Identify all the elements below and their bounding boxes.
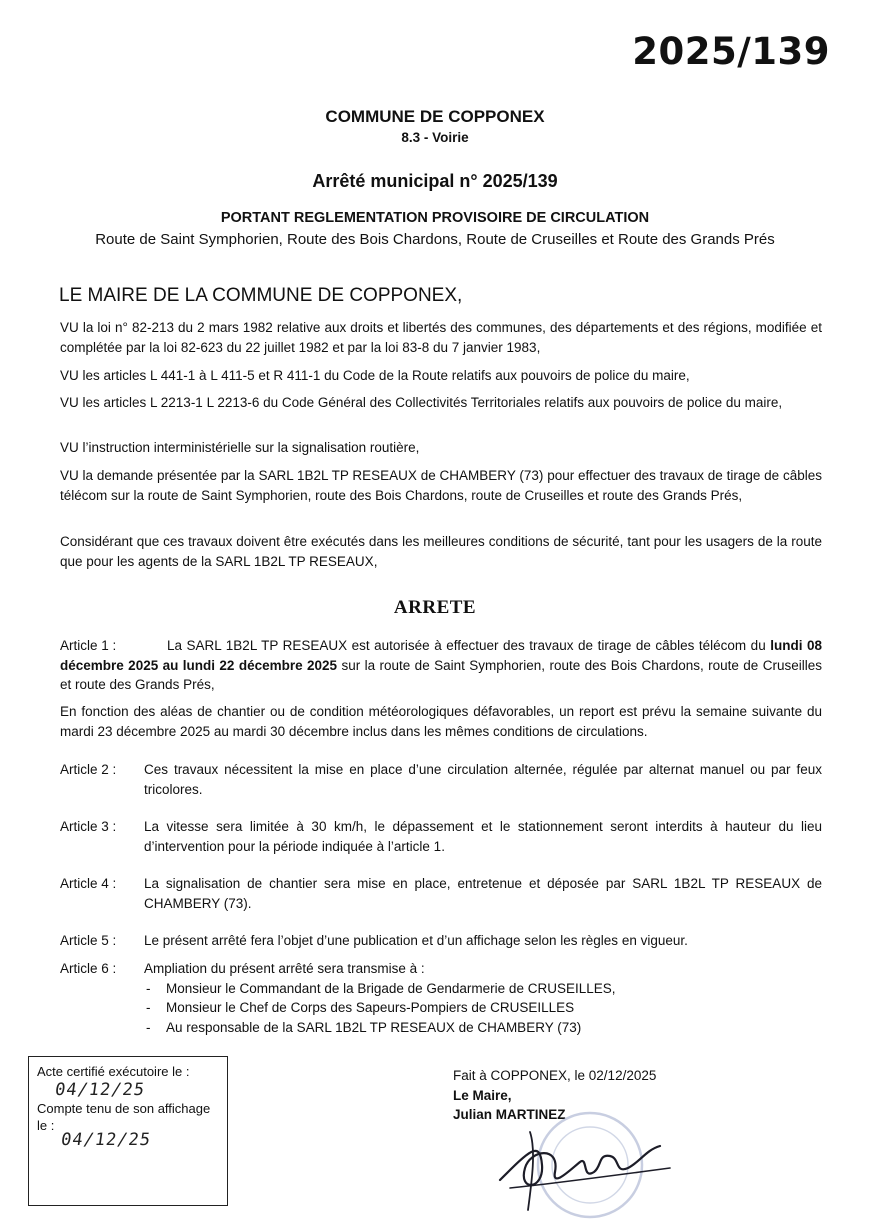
signature-graphic: [470, 1110, 690, 1225]
seal-and-signature: [470, 1110, 690, 1230]
article-1: [60, 636, 822, 695]
list-item: - Monsieur le Commandant de la Brigade de Gendarmerie de CRUSEILLES,: [144, 979, 822, 999]
article-1-text-a: La SARL 1B2L TP RESEAUX est autorisée à effectuer des travaux de tirage de câbles télécom du: [167, 638, 766, 653]
arrete-title: Arrêté municipal n° 2025/139: [312, 171, 558, 191]
document-number: 2025/139: [632, 30, 830, 73]
article-2-label: Article 2 :: [60, 762, 117, 777]
affichage-date: 04/12/25: [59, 1130, 153, 1150]
article-1-label: Article 1 :: [60, 638, 117, 653]
certification-box: [28, 1056, 228, 1206]
list-item: - Monsieur le Chef de Corps des Sapeurs-Pompiers de CRUSEILLES: [144, 998, 822, 1018]
article-3-text: La vitesse sera limitée à 30 km/h, le dépassement et le stationnement seront interdits à hauteur du lieu d’intervention pour la période indiquée à l’article 1.: [144, 819, 822, 854]
executoire-date-wrap: [37, 1082, 219, 1099]
signatory-role: Le Maire,: [453, 1087, 512, 1103]
vu-paragraph-5: VU la demande présentée par la SARL 1B2L TP RESEAUX de CHAMBERY (73) pour effectuer des travaux de tirage de câbles télécom sur la route de Saint Symphorien, route des Bois Chardons, route de Cruseilles et route des Grands Prés,: [60, 468, 822, 503]
affichage-label: Compte tenu de son affichage: [37, 1101, 211, 1116]
article-4-text: La signalisation de chantier sera mise en place, entretenue et déposée par SARL 1B2L TP RESEAUX de CHAMBERY (73).: [144, 876, 822, 911]
maire-heading: LE MAIRE DE LA COMMUNE DE COPPONEX,: [59, 285, 463, 306]
article-6-text: Ampliation du présent arrêté sera transmise à :: [144, 961, 425, 976]
vu-paragraph-1: VU la loi n° 82-213 du 2 mars 1982 relative aux droits et libertés des communes, des départements et des régions, modifiée et complétée par la loi 82-623 du 22 juillet 1982 et par la loi 83-8 du 7 janvier 1983,: [60, 320, 822, 355]
article-2-text: Ces travaux nécessitent la mise en place d’une circulation alternée, régulée par alternat manuel ou par feux tricolores.: [144, 762, 822, 797]
commune-title: COMMUNE DE COPPONEX: [325, 107, 545, 126]
executoire-date: 04/12/25: [53, 1080, 147, 1100]
article-5-label: Article 5 :: [60, 933, 117, 948]
article-1-dates: lundi 08 décembre 2025 au lundi 22 décembre 2025: [60, 638, 822, 673]
affichage-date-wrap: [37, 1132, 219, 1149]
seal-icon: [538, 1113, 642, 1217]
regulation-subtitle: Route de Saint Symphorien, Route des Bois Chardons, Route de Cruseilles et Route des Grands Prés: [95, 231, 775, 248]
category-label: 8.3 - Voirie: [401, 130, 469, 145]
article-1-report: En fonction des aléas de chantier ou de condition météorologiques défavorables, un report est prévu la semaine suivante du mardi 23 décembre 2025 au mardi 30 décembre inclus dans les mêmes conditions de circulations.: [60, 704, 822, 739]
article-6-label: Article 6 :: [60, 961, 117, 976]
article-1-text-b: sur la route de Saint Symphorien, route des Bois Chardons, route de Cruseilles et route des Grands Prés,: [60, 657, 822, 692]
article-3-label: Article 3 :: [60, 819, 117, 834]
vu-paragraph-2: VU les articles L 441-1 à L 411-5 et R 411-1 du Code de la Route relatifs aux pouvoirs de police du maire,: [60, 368, 690, 383]
considerant-paragraph: Considérant que ces travaux doivent être exécutés dans les meilleures conditions de sécurité, tant pour les usagers de la route que pour les agents de la SARL 1B2L TP RESEAUX,: [60, 534, 822, 569]
article-5-text: Le présent arrêté fera l’objet d’une publication et d’un affichage selon les règles en vigueur.: [144, 933, 688, 948]
vu-paragraph-3: VU les articles L 2213-1 L 2213-6 du Code Général des Collectivités Territoriales relatifs aux pouvoirs de police du maire,: [60, 395, 783, 410]
vu-paragraph-4: VU l’instruction interministérielle sur la signalisation routière,: [60, 440, 420, 455]
article-6-block: [144, 959, 822, 1037]
arrete-heading: ARRETE: [393, 597, 477, 618]
regulation-title: PORTANT REGLEMENTATION PROVISOIRE DE CIRCULATION: [220, 210, 650, 226]
list-item: - Au responsable de la SARL 1B2L TP RESEAUX de CHAMBERY (73): [144, 1018, 822, 1038]
executoire-label: Acte certifié exécutoire le :: [37, 1064, 190, 1079]
recipient-list: [144, 979, 822, 1038]
le-label: le :: [37, 1118, 55, 1133]
signatory-name: Julian MARTINEZ: [453, 1107, 566, 1122]
article-4-label: Article 4 :: [60, 876, 117, 891]
place-date: Fait à COPPONEX, le 02/12/2025: [453, 1068, 657, 1083]
